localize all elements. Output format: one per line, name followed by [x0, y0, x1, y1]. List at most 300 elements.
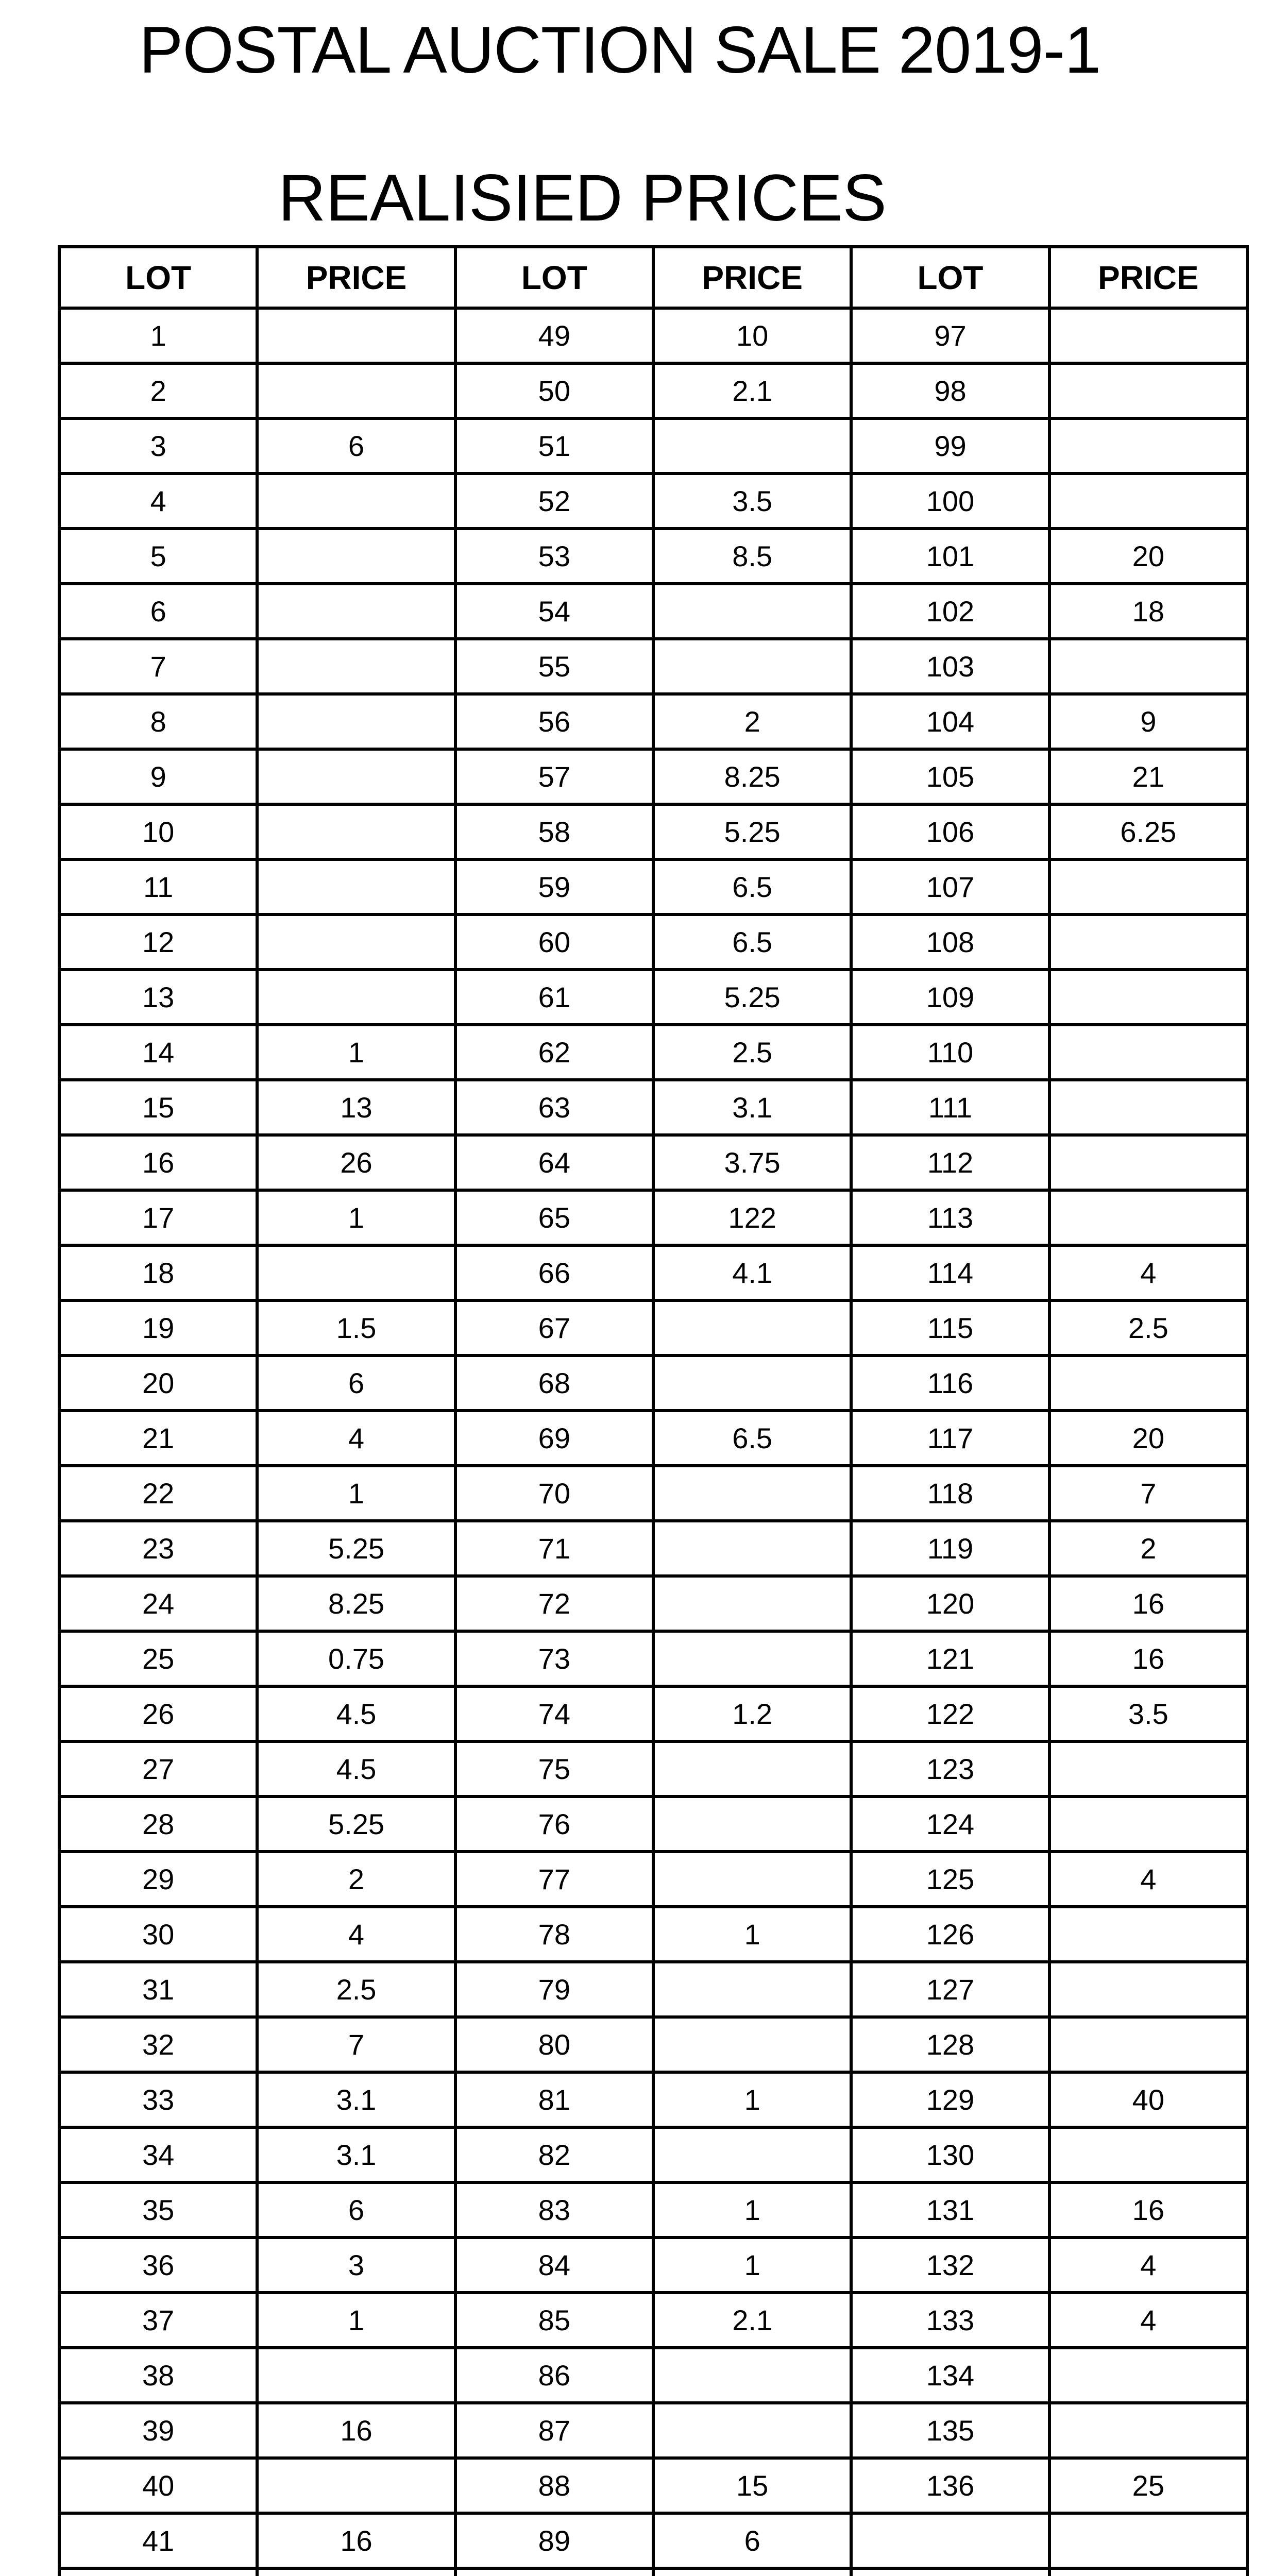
lot-cell: 119: [851, 1521, 1049, 1576]
price-cell: [1049, 2127, 1247, 2182]
price-cell: [1049, 363, 1247, 418]
table-row: [59, 1245, 1247, 1300]
price-cell: 15: [653, 2458, 851, 2513]
lot-cell: 77: [455, 1852, 653, 1907]
lot-cell: 136: [851, 2458, 1049, 2513]
price-cell: [1049, 2348, 1247, 2403]
lot-cell: 71: [455, 1521, 653, 1576]
table-row: [59, 804, 1247, 859]
price-cell: 6.5: [653, 1411, 851, 1466]
price-cell: [653, 2348, 851, 2403]
table-row: [59, 1466, 1247, 1521]
lot-cell: 36: [59, 2238, 257, 2293]
lot-cell: 59: [455, 859, 653, 914]
price-cell: 2.1: [653, 2293, 851, 2348]
lot-cell: 28: [59, 1797, 257, 1852]
lot-cell: 75: [455, 1741, 653, 1797]
lot-cell: [59, 2568, 257, 2576]
price-cell: 3.1: [257, 2127, 455, 2182]
lot-cell: 14: [59, 1025, 257, 1080]
price-cell: 8.25: [653, 749, 851, 804]
lot-cell: 86: [455, 2348, 653, 2403]
price-cell: [1049, 2403, 1247, 2458]
price-cell: [1049, 1741, 1247, 1797]
price-cell: [653, 1466, 851, 1521]
lot-cell: 35: [59, 2182, 257, 2238]
lot-cell: 128: [851, 2017, 1049, 2072]
lot-cell: 121: [851, 1631, 1049, 1686]
lot-cell: 76: [455, 1797, 653, 1852]
table-row: [59, 970, 1247, 1025]
lot-cell: 109: [851, 970, 1049, 1025]
lot-cell: 120: [851, 1576, 1049, 1631]
table-row: [59, 2017, 1247, 2072]
lot-cell: 74: [455, 1686, 653, 1741]
lot-cell: 62: [455, 1025, 653, 1080]
price-cell: [653, 1962, 851, 2017]
table-row: [59, 1355, 1247, 1411]
lot-cell: [455, 2568, 653, 2576]
lot-cell: 21: [59, 1411, 257, 1466]
lot-cell: 41: [59, 2513, 257, 2568]
lot-cell: 73: [455, 1631, 653, 1686]
price-cell: [1049, 473, 1247, 529]
table-row: [59, 2403, 1247, 2458]
price-cell: 20: [1049, 1411, 1247, 1466]
table-row: [59, 1962, 1247, 2017]
prices-table: [58, 245, 1249, 2576]
price-cell: [653, 418, 851, 473]
price-cell: [257, 529, 455, 584]
table-row: [59, 859, 1247, 914]
lot-cell: 117: [851, 1411, 1049, 1466]
price-cell: 5.25: [653, 970, 851, 1025]
lot-cell: 64: [455, 1135, 653, 1190]
price-cell: 1: [257, 1466, 455, 1521]
lot-cell: 50: [455, 363, 653, 418]
lot-cell: [851, 2513, 1049, 2568]
price-cell: 6.5: [653, 914, 851, 970]
price-cell: [1049, 2568, 1247, 2576]
column-header-lot: LOT: [851, 247, 1049, 308]
lot-cell: 63: [455, 1080, 653, 1135]
lot-cell: 56: [455, 694, 653, 749]
price-cell: [1049, 639, 1247, 694]
lot-cell: 57: [455, 749, 653, 804]
lot-cell: 38: [59, 2348, 257, 2403]
table-row: [59, 2293, 1247, 2348]
price-cell: [653, 1355, 851, 1411]
lot-cell: 33: [59, 2072, 257, 2127]
lot-cell: 58: [455, 804, 653, 859]
lot-cell: 34: [59, 2127, 257, 2182]
lot-cell: 3: [59, 418, 257, 473]
lot-cell: 13: [59, 970, 257, 1025]
price-cell: 40: [1049, 2072, 1247, 2127]
lot-cell: 124: [851, 1797, 1049, 1852]
lot-cell: 107: [851, 859, 1049, 914]
lot-cell: 131: [851, 2182, 1049, 2238]
lot-cell: 2: [59, 363, 257, 418]
price-cell: [257, 749, 455, 804]
price-cell: [1049, 418, 1247, 473]
lot-cell: 134: [851, 2348, 1049, 2403]
lot-cell: 25: [59, 1631, 257, 1686]
lot-cell: 87: [455, 2403, 653, 2458]
table-row: [59, 2348, 1247, 2403]
price-cell: 16: [1049, 1631, 1247, 1686]
lot-cell: 72: [455, 1576, 653, 1631]
price-cell: 18: [1049, 584, 1247, 639]
price-cell: 7: [1049, 1466, 1247, 1521]
price-cell: 6: [257, 1355, 455, 1411]
lot-cell: 70: [455, 1466, 653, 1521]
price-cell: 4.1: [653, 1245, 851, 1300]
lot-cell: 37: [59, 2293, 257, 2348]
price-cell: 6.5: [653, 859, 851, 914]
price-cell: 5.25: [257, 1797, 455, 1852]
price-cell: [257, 914, 455, 970]
price-cell: 4: [1049, 2293, 1247, 2348]
table-row: [59, 473, 1247, 529]
lot-cell: 118: [851, 1466, 1049, 1521]
lot-cell: 132: [851, 2238, 1049, 2293]
price-cell: [653, 639, 851, 694]
price-cell: 2.1: [653, 363, 851, 418]
table-row: [59, 1741, 1247, 1797]
price-cell: 1: [653, 1907, 851, 1962]
price-cell: [257, 2348, 455, 2403]
table-row: [59, 1631, 1247, 1686]
lot-cell: 54: [455, 584, 653, 639]
price-cell: [257, 584, 455, 639]
lot-cell: 105: [851, 749, 1049, 804]
price-cell: 9: [1049, 694, 1247, 749]
lot-cell: 19: [59, 1300, 257, 1355]
lot-cell: 24: [59, 1576, 257, 1631]
table-row: [59, 749, 1247, 804]
price-cell: [257, 2568, 455, 2576]
price-cell: 16: [1049, 1576, 1247, 1631]
lot-cell: 69: [455, 1411, 653, 1466]
price-cell: 4.5: [257, 1686, 455, 1741]
table-row: [59, 914, 1247, 970]
lot-cell: 129: [851, 2072, 1049, 2127]
lot-cell: 9: [59, 749, 257, 804]
lot-cell: 106: [851, 804, 1049, 859]
price-cell: [1049, 1190, 1247, 1245]
table-body: [59, 308, 1247, 2576]
price-cell: 13: [257, 1080, 455, 1135]
price-cell: 4: [1049, 2238, 1247, 2293]
price-cell: 2.5: [1049, 1300, 1247, 1355]
lot-cell: 30: [59, 1907, 257, 1962]
price-cell: [653, 2568, 851, 2576]
table-row: [59, 363, 1247, 418]
price-cell: 1: [653, 2238, 851, 2293]
lot-cell: 68: [455, 1355, 653, 1411]
lot-cell: 78: [455, 1907, 653, 1962]
price-cell: [257, 859, 455, 914]
lot-cell: 23: [59, 1521, 257, 1576]
lot-cell: 125: [851, 1852, 1049, 1907]
lot-cell: 1: [59, 308, 257, 363]
price-cell: 2.5: [653, 1025, 851, 1080]
lot-cell: 51: [455, 418, 653, 473]
lot-cell: 127: [851, 1962, 1049, 2017]
price-cell: 21: [1049, 749, 1247, 804]
lot-cell: 55: [455, 639, 653, 694]
price-cell: 3: [257, 2238, 455, 2293]
lot-cell: 100: [851, 473, 1049, 529]
lot-cell: 112: [851, 1135, 1049, 1190]
price-cell: [1049, 970, 1247, 1025]
column-header-price: PRICE: [257, 247, 455, 308]
lot-cell: 80: [455, 2017, 653, 2072]
lot-cell: 126: [851, 1907, 1049, 1962]
table-row: [59, 1080, 1247, 1135]
lot-cell: 32: [59, 2017, 257, 2072]
price-cell: 2: [1049, 1521, 1247, 1576]
price-cell: 3.1: [653, 1080, 851, 1135]
price-cell: 4: [1049, 1245, 1247, 1300]
price-cell: [1049, 914, 1247, 970]
price-cell: [653, 584, 851, 639]
lot-cell: 97: [851, 308, 1049, 363]
lot-cell: 5: [59, 529, 257, 584]
price-cell: [653, 2403, 851, 2458]
price-cell: 2: [653, 694, 851, 749]
table-row: [59, 2513, 1247, 2568]
lot-cell: 20: [59, 1355, 257, 1411]
price-cell: [257, 639, 455, 694]
lot-cell: 101: [851, 529, 1049, 584]
price-cell: 3.75: [653, 1135, 851, 1190]
price-cell: [1049, 1080, 1247, 1135]
table-row: [59, 2458, 1247, 2513]
price-cell: 1: [257, 1190, 455, 1245]
price-cell: [1049, 1135, 1247, 1190]
price-cell: 1: [257, 1025, 455, 1080]
table-row: [59, 2182, 1247, 2238]
lot-cell: 114: [851, 1245, 1049, 1300]
price-cell: 6.25: [1049, 804, 1247, 859]
price-cell: [1049, 2017, 1247, 2072]
price-cell: 6: [257, 418, 455, 473]
price-cell: [1049, 2513, 1247, 2568]
price-cell: [653, 2017, 851, 2072]
price-cell: 3.5: [1049, 1686, 1247, 1741]
table-row: [59, 418, 1247, 473]
table-row: [59, 694, 1247, 749]
price-cell: 1: [653, 2182, 851, 2238]
lot-cell: 89: [455, 2513, 653, 2568]
price-cell: [257, 308, 455, 363]
lot-cell: 83: [455, 2182, 653, 2238]
price-cell: 25: [1049, 2458, 1247, 2513]
lot-cell: 103: [851, 639, 1049, 694]
lot-cell: 22: [59, 1466, 257, 1521]
price-cell: [257, 694, 455, 749]
price-cell: [653, 2127, 851, 2182]
price-cell: 0.75: [257, 1631, 455, 1686]
column-header-lot: LOT: [59, 247, 257, 308]
lot-cell: 61: [455, 970, 653, 1025]
price-cell: [257, 804, 455, 859]
table-row: [59, 1135, 1247, 1190]
lot-cell: 102: [851, 584, 1049, 639]
price-cell: [653, 1631, 851, 1686]
lot-cell: 12: [59, 914, 257, 970]
lot-cell: 81: [455, 2072, 653, 2127]
lot-cell: 99: [851, 418, 1049, 473]
column-header-price: PRICE: [653, 247, 851, 308]
lot-cell: 133: [851, 2293, 1049, 2348]
lot-cell: 40: [59, 2458, 257, 2513]
lot-cell: 8: [59, 694, 257, 749]
table-row: [59, 2072, 1247, 2127]
price-cell: 26: [257, 1135, 455, 1190]
lot-cell: 18: [59, 1245, 257, 1300]
table-row: [59, 2568, 1247, 2576]
table-row: [59, 584, 1247, 639]
price-cell: 5.25: [257, 1521, 455, 1576]
lot-cell: 111: [851, 1080, 1049, 1135]
page-title: POSTAL AUCTION SALE 2019-1: [139, 13, 1101, 87]
price-cell: [653, 1797, 851, 1852]
price-cell: [653, 1852, 851, 1907]
price-cell: [1049, 308, 1247, 363]
table-row: [59, 1907, 1247, 1962]
price-cell: 4: [257, 1907, 455, 1962]
price-cell: [653, 1576, 851, 1631]
price-cell: 3.1: [257, 2072, 455, 2127]
price-cell: 5.25: [653, 804, 851, 859]
lot-cell: 52: [455, 473, 653, 529]
price-cell: 2.5: [257, 1962, 455, 2017]
price-cell: [653, 1741, 851, 1797]
lot-cell: 116: [851, 1355, 1049, 1411]
lot-cell: [851, 2568, 1049, 2576]
price-cell: [1049, 1962, 1247, 2017]
lot-cell: 108: [851, 914, 1049, 970]
price-cell: 4: [1049, 1852, 1247, 1907]
price-cell: 6: [653, 2513, 851, 2568]
table-row: [59, 1797, 1247, 1852]
table-row: [59, 1852, 1247, 1907]
lot-cell: 85: [455, 2293, 653, 2348]
price-cell: [1049, 1797, 1247, 1852]
price-cell: 3.5: [653, 473, 851, 529]
price-cell: 1.2: [653, 1686, 851, 1741]
lot-cell: 29: [59, 1852, 257, 1907]
price-cell: 122: [653, 1190, 851, 1245]
lot-cell: 60: [455, 914, 653, 970]
lot-cell: 130: [851, 2127, 1049, 2182]
price-cell: 1.5: [257, 1300, 455, 1355]
price-cell: 7: [257, 2017, 455, 2072]
lot-cell: 10: [59, 804, 257, 859]
table-row: [59, 1025, 1247, 1080]
price-cell: 16: [257, 2403, 455, 2458]
lot-cell: 49: [455, 308, 653, 363]
table-row: [59, 529, 1247, 584]
lot-cell: 113: [851, 1190, 1049, 1245]
price-cell: 6: [257, 2182, 455, 2238]
table-row: [59, 1411, 1247, 1466]
column-header-lot: LOT: [455, 247, 653, 308]
price-cell: 2: [257, 1852, 455, 1907]
price-cell: [257, 363, 455, 418]
lot-cell: 84: [455, 2238, 653, 2293]
price-cell: [1049, 1907, 1247, 1962]
lot-cell: 39: [59, 2403, 257, 2458]
page-subtitle: REALISIED PRICES: [278, 161, 887, 235]
lot-cell: 115: [851, 1300, 1049, 1355]
price-cell: [653, 1300, 851, 1355]
price-cell: [257, 2458, 455, 2513]
price-cell: 4.5: [257, 1741, 455, 1797]
table-row: [59, 1190, 1247, 1245]
table-row: [59, 308, 1247, 363]
lot-cell: 98: [851, 363, 1049, 418]
lot-cell: 66: [455, 1245, 653, 1300]
lot-cell: 16: [59, 1135, 257, 1190]
lot-cell: 65: [455, 1190, 653, 1245]
lot-cell: 135: [851, 2403, 1049, 2458]
lot-cell: 26: [59, 1686, 257, 1741]
price-cell: [653, 1521, 851, 1576]
price-cell: 8.5: [653, 529, 851, 584]
price-cell: 4: [257, 1411, 455, 1466]
table-row: [59, 1686, 1247, 1741]
lot-cell: 15: [59, 1080, 257, 1135]
table-row: [59, 2127, 1247, 2182]
price-cell: 1: [653, 2072, 851, 2127]
lot-cell: 4: [59, 473, 257, 529]
price-cell: [1049, 859, 1247, 914]
header-row: [59, 247, 1247, 308]
lot-cell: 7: [59, 639, 257, 694]
lot-cell: 79: [455, 1962, 653, 2017]
table-row: [59, 1576, 1247, 1631]
table-row: [59, 1300, 1247, 1355]
lot-cell: 27: [59, 1741, 257, 1797]
lot-cell: 110: [851, 1025, 1049, 1080]
table-row: [59, 2238, 1247, 2293]
price-cell: [1049, 1025, 1247, 1080]
lot-cell: 122: [851, 1686, 1049, 1741]
table-row: [59, 1521, 1247, 1576]
price-cell: 10: [653, 308, 851, 363]
lot-cell: 123: [851, 1741, 1049, 1797]
lot-cell: 53: [455, 529, 653, 584]
lot-cell: 67: [455, 1300, 653, 1355]
lot-cell: 31: [59, 1962, 257, 2017]
lot-cell: 88: [455, 2458, 653, 2513]
price-cell: [257, 970, 455, 1025]
price-cell: 1: [257, 2293, 455, 2348]
price-cell: [1049, 1355, 1247, 1411]
lot-cell: 17: [59, 1190, 257, 1245]
price-cell: [257, 1245, 455, 1300]
lot-cell: 104: [851, 694, 1049, 749]
price-cell: 16: [1049, 2182, 1247, 2238]
price-cell: [257, 473, 455, 529]
price-cell: 20: [1049, 529, 1247, 584]
lot-cell: 6: [59, 584, 257, 639]
column-header-price: PRICE: [1049, 247, 1247, 308]
